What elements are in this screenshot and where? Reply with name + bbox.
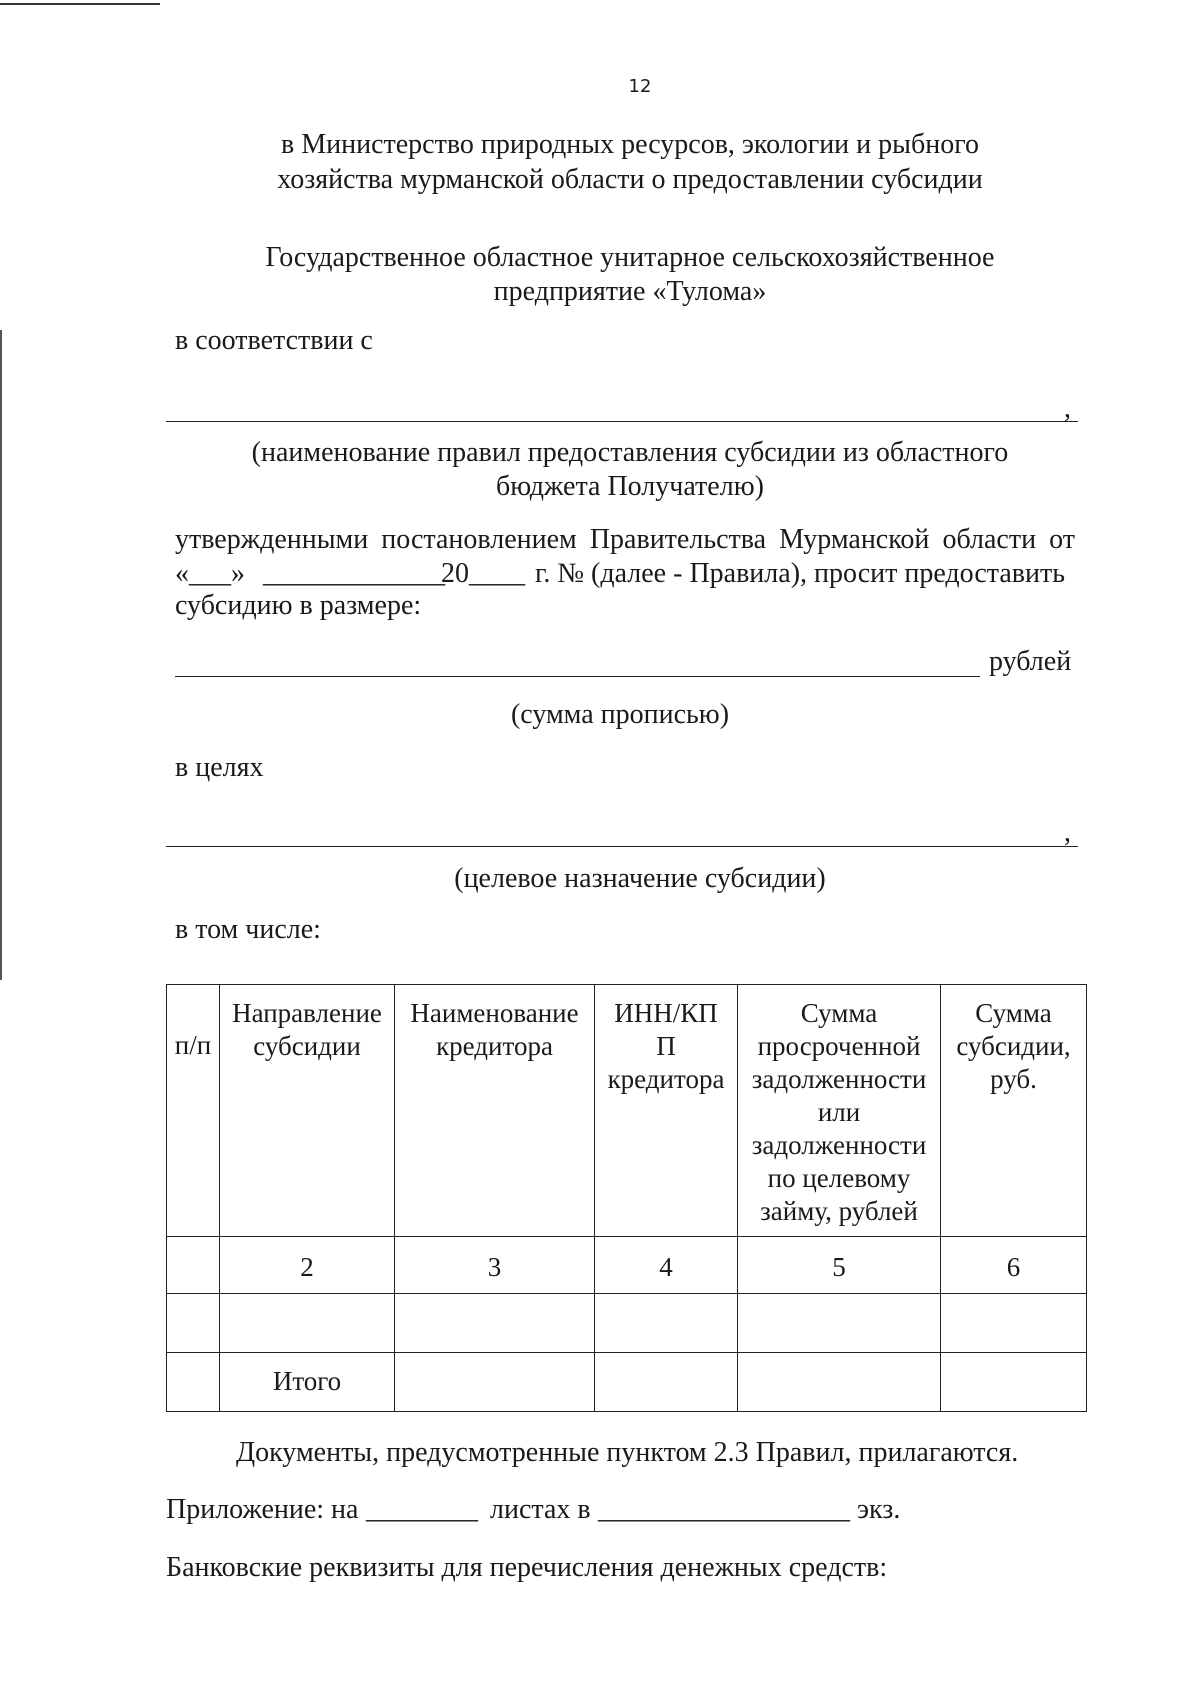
amount-blank [175, 676, 980, 677]
table-cell: 5 [738, 1237, 941, 1294]
subsidy-table [166, 984, 1087, 1412]
header-line-1: в Министерство природных ресурсов, экологии и рыбного [281, 129, 979, 160]
header-cell-index [167, 985, 220, 1237]
table-cell [395, 1353, 595, 1412]
header-line: просроченной [757, 1031, 921, 1061]
header-line: Сумма [800, 998, 878, 1028]
table-cell [167, 1353, 220, 1412]
applicant-line-1: Государственное областное унитарное сельскохозяйственное [265, 242, 995, 273]
header-line: ИНН/КП [614, 998, 718, 1028]
header-line: руб. [990, 1064, 1037, 1094]
approved-line-1: утвержденными постановлением Правительства Мурманской области от [175, 524, 1075, 555]
appendix-prefix: Приложение: на [166, 1494, 359, 1525]
table-cell [395, 1294, 595, 1353]
header-line-2: хозяйства мурманской области о предоставлении субсидии [277, 164, 983, 195]
purpose-caption: (целевое назначение субсидии) [454, 863, 826, 894]
header-line: или [817, 1097, 861, 1127]
rules-caption-line-1: (наименование правил предоставления субсидии из областного [251, 437, 1009, 468]
header-line: субсидии, [956, 1031, 1071, 1061]
approved-line-2-year: 20____ [441, 558, 525, 589]
header-line: Направление [232, 998, 382, 1028]
header-line: задолженности [751, 1064, 927, 1094]
header-line: кредитора [607, 1064, 725, 1094]
table-row [167, 1294, 1087, 1353]
scan-artifact-left-edge [0, 330, 2, 980]
appendix-suffix: экз. [857, 1494, 901, 1525]
table-cell [941, 1294, 1087, 1353]
table-cell [167, 1294, 220, 1353]
applicant-line-2: предприятие «Тулома» [493, 276, 767, 307]
page-number: 12 [628, 76, 652, 97]
approved-line-2-date-blank: _____________ [263, 558, 445, 589]
documents-note: Документы, предусмотренные пунктом 2.3 Правил, прилагаются. [236, 1437, 1019, 1468]
header-line: кредитора [436, 1031, 553, 1061]
appendix-copies-blank: __________________ [598, 1494, 850, 1525]
table-cell [220, 1294, 395, 1353]
table-cell: 3 [395, 1237, 595, 1294]
header-line: задолженности [751, 1130, 927, 1160]
appendix-sheets-blank: ________ [366, 1494, 478, 1525]
amount-caption: (сумма прописью) [510, 699, 730, 730]
table-number-row [167, 1237, 1087, 1294]
according-to-label: в соответствии с [175, 325, 373, 356]
table-cell: 2 [220, 1237, 395, 1294]
including-label: в том числе: [175, 914, 321, 945]
header-line: по целевому [767, 1163, 911, 1193]
table-total-row [167, 1353, 1087, 1412]
table-cell: 6 [941, 1237, 1087, 1294]
header-line: П [656, 1031, 676, 1061]
purpose-comma: , [1064, 817, 1071, 848]
header-cell-overdue-amount [738, 985, 941, 1237]
header-line: субсидии [253, 1031, 361, 1061]
table-cell [738, 1353, 941, 1412]
table-cell [595, 1294, 738, 1353]
header-cell-creditor-name [395, 985, 595, 1237]
appendix-middle: листах в [490, 1494, 591, 1525]
table-cell [941, 1353, 1087, 1412]
header-line: Наименование [410, 998, 579, 1028]
rules-name-blank [166, 421, 1078, 422]
table-header-row [167, 985, 1087, 1237]
rules-caption-line-2: бюджета Получателю) [496, 471, 764, 502]
header-line: займу, рублей [760, 1196, 918, 1226]
header-cell-direction [220, 985, 395, 1237]
header-line: Сумма [975, 998, 1052, 1028]
header-cell-creditor-inn [595, 985, 738, 1237]
table-cell [595, 1353, 738, 1412]
approved-line-2-quote: «___» [175, 558, 245, 589]
approved-line-3: субсидию в размере: [175, 590, 422, 621]
table-cell [167, 1237, 220, 1294]
header-line: п/п [174, 1030, 212, 1060]
approved-line-2-rest: г. № (далее - Правила), просит предоставить [535, 558, 1065, 589]
table-cell [738, 1294, 941, 1353]
bank-details-label: Банковские реквизиты для перечисления денежных средств: [166, 1552, 888, 1583]
amount-unit: рублей [989, 646, 1072, 677]
rules-name-comma: , [1064, 393, 1071, 424]
purpose-blank [166, 846, 1078, 847]
table-cell: 4 [595, 1237, 738, 1294]
total-label: Итого [220, 1353, 395, 1412]
scan-artifact-top-line [0, 3, 160, 5]
header-cell-subsidy-amount [941, 985, 1087, 1237]
purpose-label: в целях [175, 752, 264, 783]
